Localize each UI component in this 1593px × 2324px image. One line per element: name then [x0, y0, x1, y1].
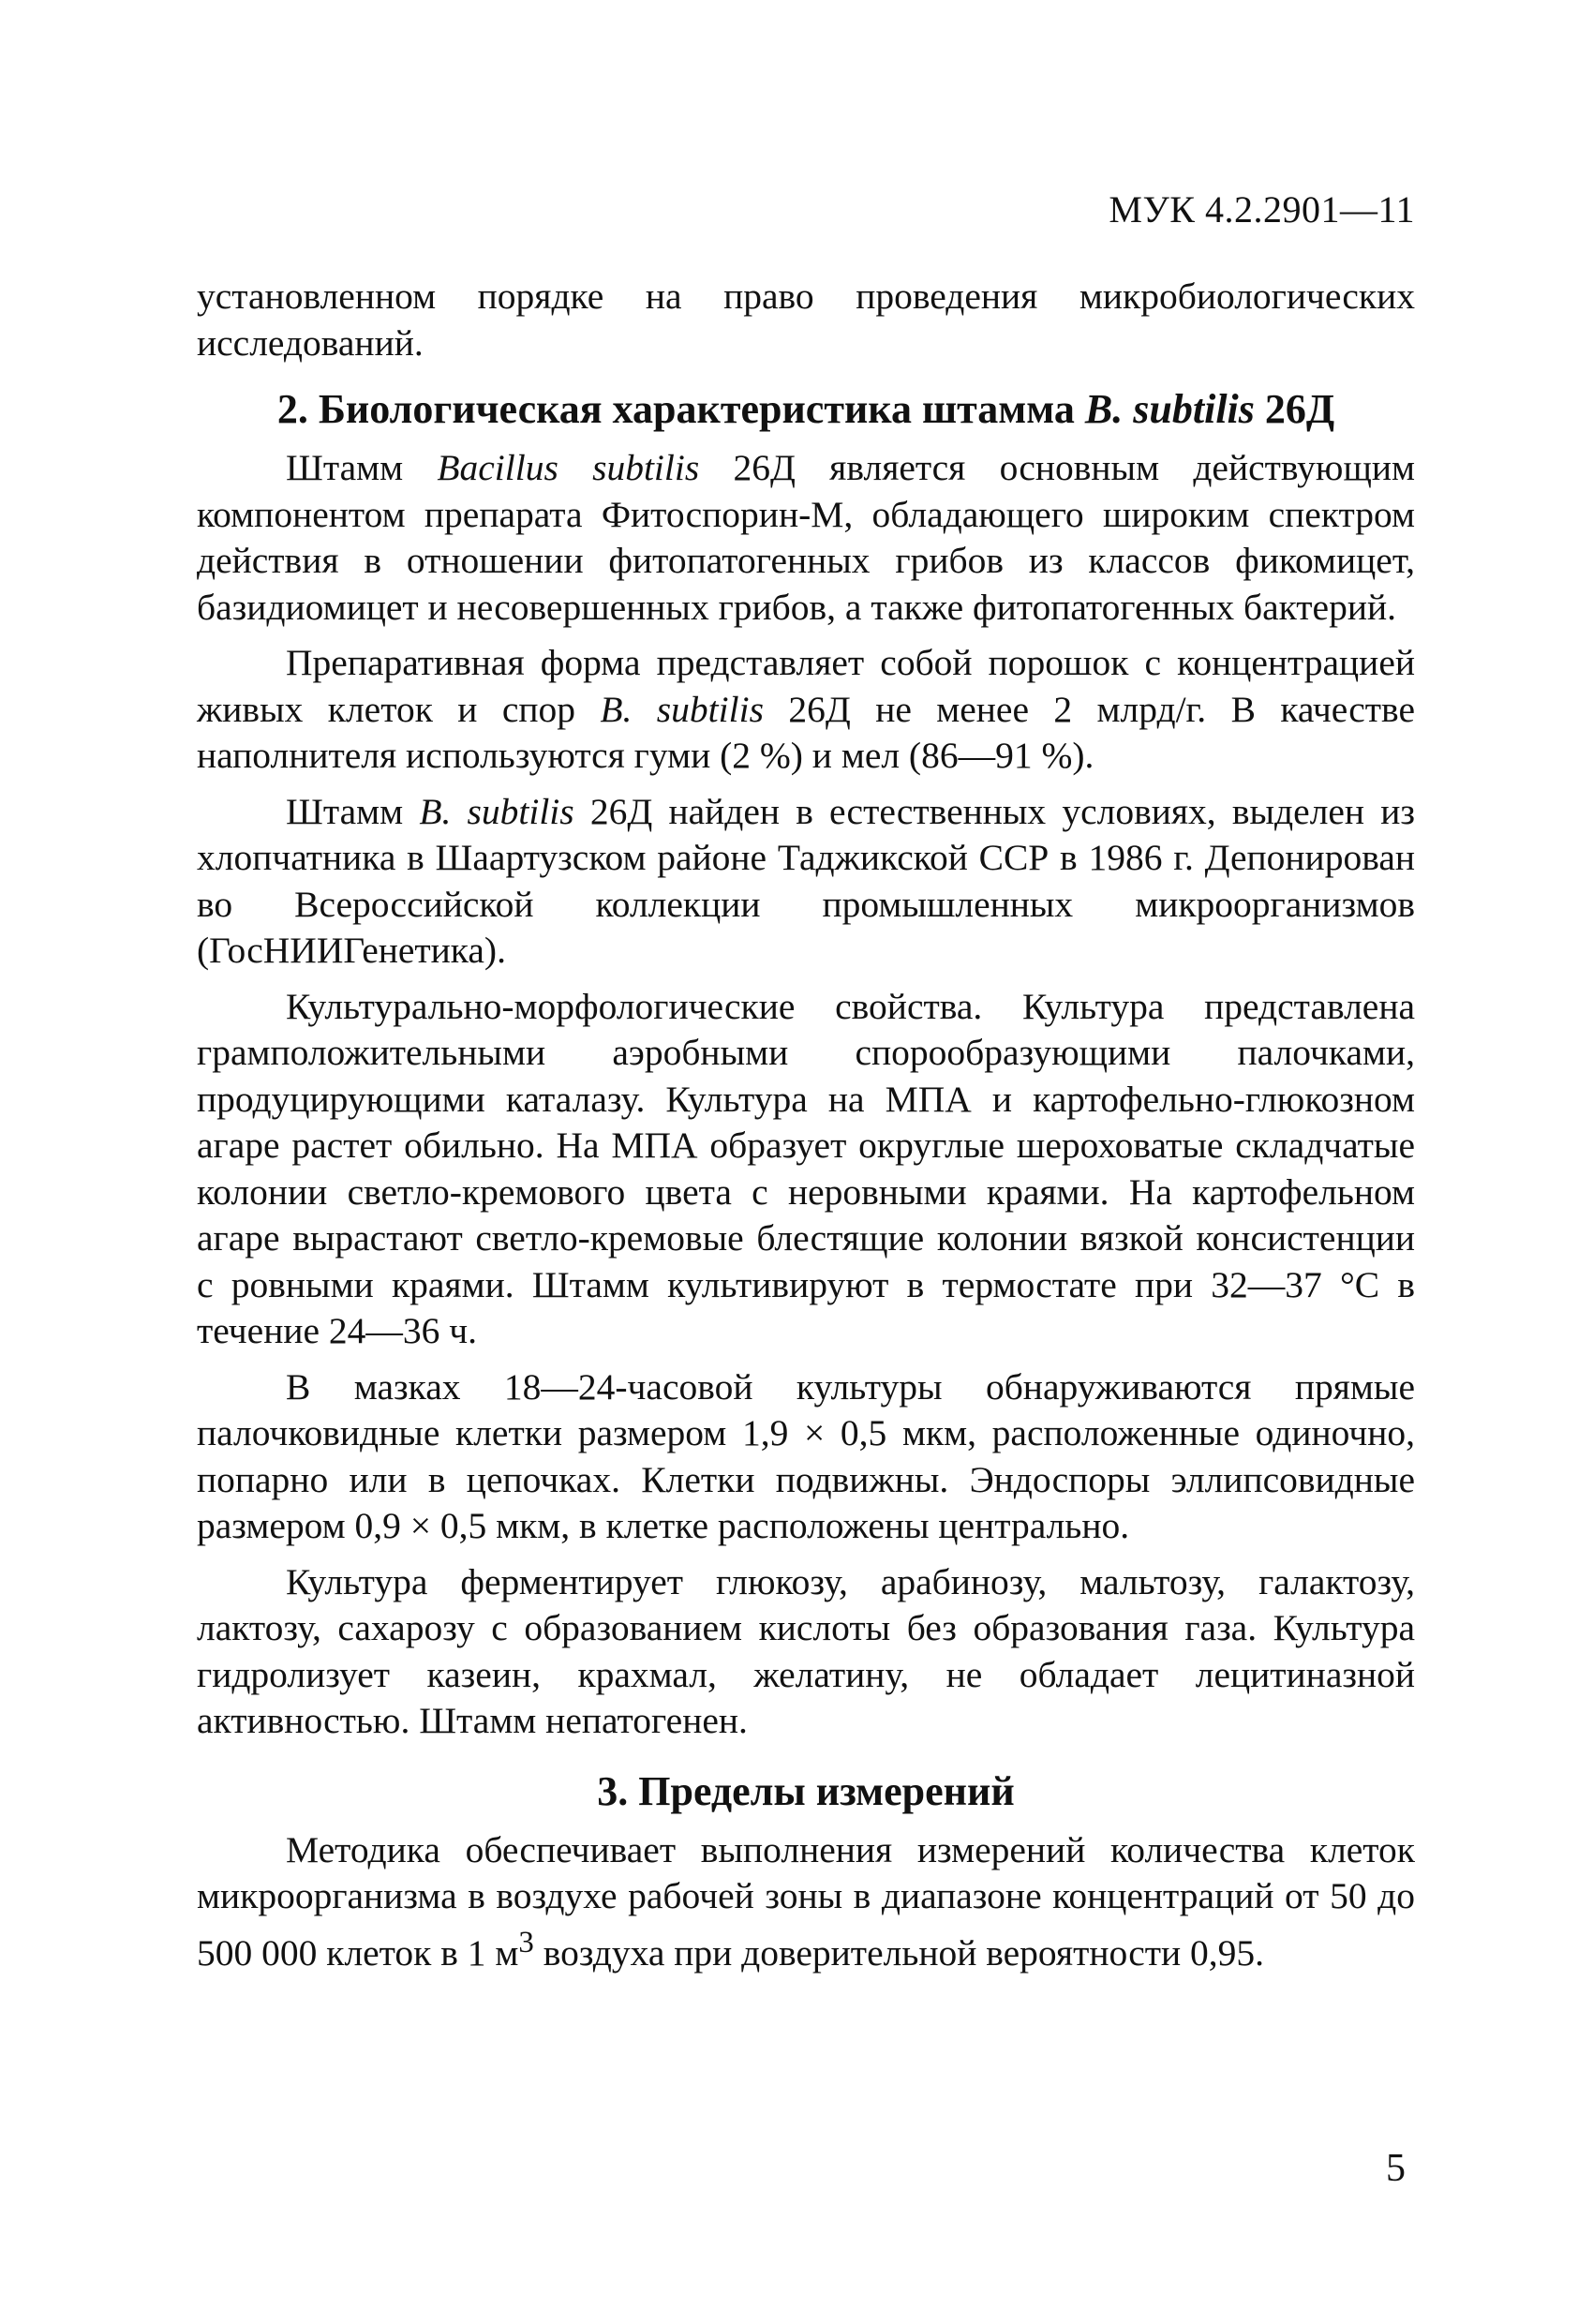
text-run: 26Д найден в естественных условиях, выделен из хлопчатника в Шаартузском районе Таджикской ССР в 1986 г. Депонирован во Всероссийской коллекции промышленных микроорганизмов (ГосНИИГенетика). [197, 790, 1415, 971]
species-name: B. subtilis [600, 688, 764, 730]
page-number: 5 [1386, 2147, 1406, 2190]
section-2-paragraph-1 [197, 445, 1415, 631]
species-name: B. subtilis [419, 790, 574, 832]
section-2-paragraph-2 [197, 640, 1415, 780]
species-name: Bacillus subtilis [437, 447, 700, 488]
section-2-title-suffix: 26Д [1254, 386, 1335, 432]
section-3-title: 3. Пределы измерений [597, 1767, 1015, 1814]
text-run: Препаративная форма представляет собой порошок с концентрацией живых клеток и спор [197, 642, 1415, 730]
text-run: Штамм [286, 790, 420, 832]
text-run: 26Д является основным действующим компонентом препарата Фитоспорин-М, обладающего широким спектром действия в отношении фитопатогенных грибов из классов фикомицет, базидиомицет и несовершенных грибов, а также фитопатогенных бактерий. [197, 447, 1415, 628]
section-2-paragraph-5: В мазках 18—24-часовой культуры обнаруживаются прямые палочковидные клетки размером 1,9 × 0,5 мкм, расположенные одиночно, попарно или в цепочках. Клетки подвижны. Эндоспоры эллипсовидные размером 0,9 × 0,5 мкм, в клетке расположены центрально. [197, 1365, 1415, 1546]
page-content [197, 274, 1415, 1986]
section-2-paragraph-6: Культура ферментирует глюкозу, арабинозу, мальтозу, галактозу, лактозу, сахарозу с образованием кислоты без образования газа. Культура гидролизует казеин, крахмал, желатину, не обладает лецитиназной активностью. Штамм непатогенен. [197, 1560, 1415, 1741]
section-2-paragraph-4: Культурально-морфологические свойства. Культура представлена грамположительными аэробными спорообразующими палочками, продуцирующими каталазу. Культура на МПА и картофельно-глюкозном агаре растет обильно. На МПА образует округлые шероховатые складчатые колонии светло-кремового цвета с неровными краями. На картофельном агаре вырастают светло-кремовые блестящие колонии вязкой консистенции с ровными краями. Штамм культивируют в термостате при 32—37 °С в течение 24—36 ч. [197, 985, 1415, 1351]
text-run: воздуха при доверительной вероятности 0,95. [533, 1931, 1265, 1974]
section-2-title [197, 383, 1415, 436]
continuation-paragraph: установленном порядке на право проведения микробиологических исследований. [197, 276, 1415, 364]
section-2-title-prefix: 2. Биологическая характеристика штамма [276, 386, 1085, 432]
superscript: 3 [518, 1925, 534, 1959]
text-run: 26Д не менее 2 млрд/г. В качестве наполнителя используются гуми (2 %) и мел (86—91 %). [197, 688, 1415, 776]
section-3-paragraph-1 [197, 1827, 1415, 1977]
document-code: МУК 4.2.2901—11 [1109, 188, 1415, 231]
section-2-paragraph-3 [197, 789, 1415, 975]
text-run: Методика обеспечивает выполнения измерений количества клеток микроорганизма в воздухе рабочей зоны в диапазоне концентраций от 50 до 500 000 клеток в 1 м [197, 1828, 1415, 1974]
text-run: Штамм [286, 447, 438, 488]
section-2-title-species: B. subtilis [1084, 386, 1255, 432]
